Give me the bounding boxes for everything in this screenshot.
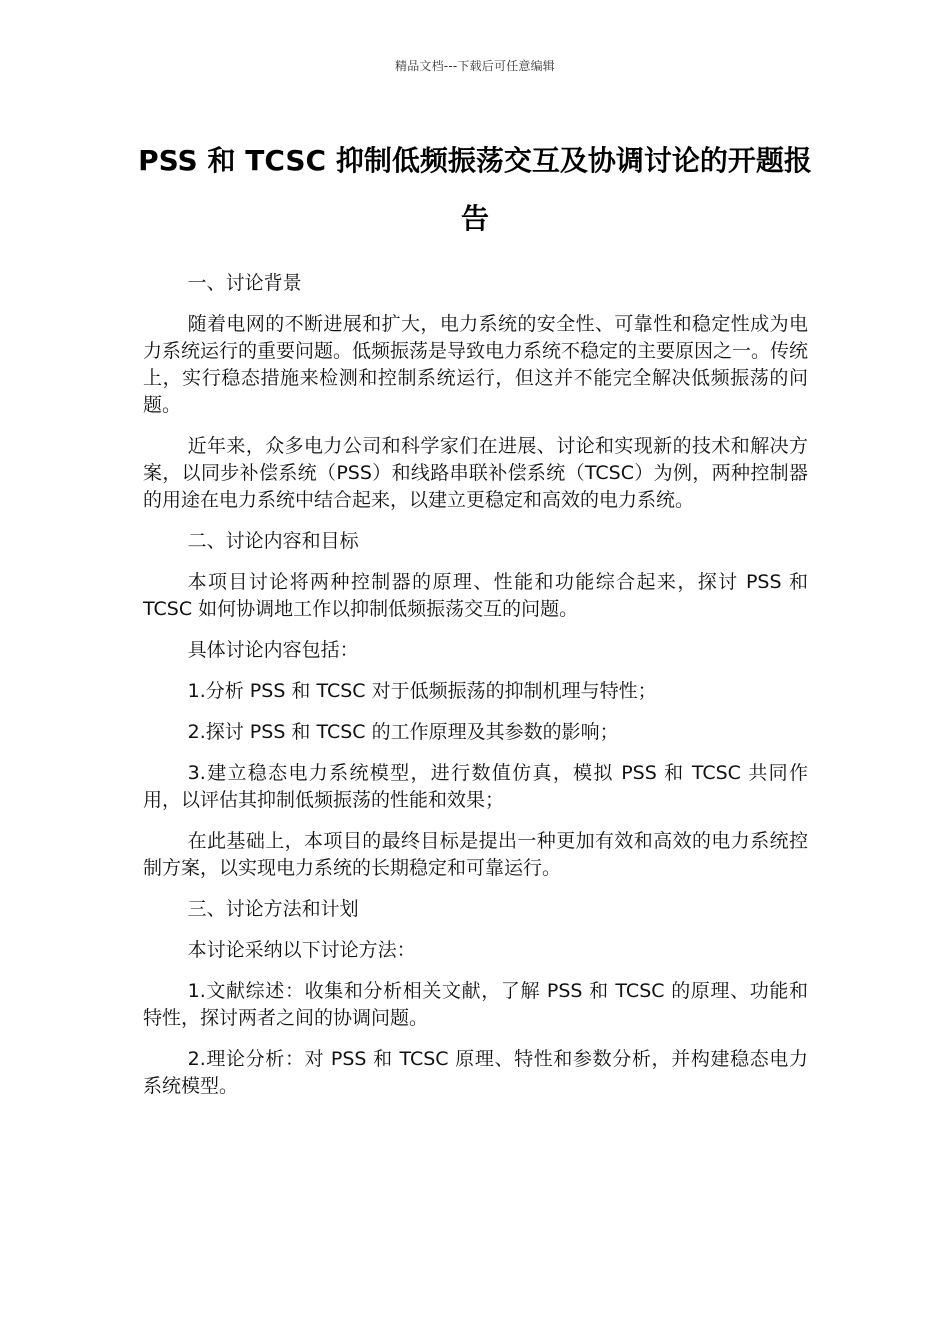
paragraph: 本项目讨论将两种控制器的原理、性能和功能综合起来，探讨 PSS 和 TCSC 如何协调地工作以抑制低频振荡交互的问题。 xyxy=(143,571,808,620)
list-item: 2.理论分析：对 PSS 和 TCSC 原理、特性和参数分析，并构建稳态电力系统模型。 xyxy=(143,1048,808,1097)
section-heading-background: 一、讨论背景 xyxy=(187,272,302,294)
paragraph: 在此基础上，本项目的最终目标是提出一种更加有效和高效的电力系统控制方案，以实现电力系统的长期稳定和可靠运行。 xyxy=(143,830,808,879)
paragraph: 本讨论采纳以下讨论方法： xyxy=(187,939,416,961)
paragraph: 具体讨论内容包括： xyxy=(187,639,359,661)
paragraph: 近年来，众多电力公司和科学家们在进展、讨论和实现新的技术和解决方案，以同步补偿系统（PSS）和线路串联补偿系统（TCSC）为例，两种控制器的用途在电力系统中结合起来，以建立更稳定和高效的电力系统。 xyxy=(143,435,808,511)
section-heading-methods-plan: 三、讨论方法和计划 xyxy=(187,898,359,920)
section-heading-content-goals: 二、讨论内容和目标 xyxy=(187,530,359,552)
document-title: PSS 和 TCSC 抑制低频振荡交互及协调讨论的开题报告 xyxy=(138,144,812,235)
document-body xyxy=(143,270,808,1114)
paragraph: 随着电网的不断进展和扩大，电力系统的安全性、可靠性和稳定性成为电力系统运行的重要问题。低频振荡是导致电力系统不稳定的主要原因之一。传统上，实行稳态措施来检测和控制系统运行，但这并不能完全解决低频振荡的问题。 xyxy=(143,313,809,416)
header-note: 精品文档---下载后可任意编辑 xyxy=(395,59,555,73)
list-item: 3.建立稳态电力系统模型，进行数值仿真，模拟 PSS 和 TCSC 共同作用，以评估其抑制低频振荡的性能和效果； xyxy=(143,762,808,811)
list-item: 1.文献综述：收集和分析相关文献，了解 PSS 和 TCSC 的原理、功能和特性，探讨两者之间的协调问题。 xyxy=(143,980,808,1029)
list-item: 2.探讨 PSS 和 TCSC 的工作原理及其参数的影响； xyxy=(187,721,619,743)
list-item: 1.分析 PSS 和 TCSC 对于低频振荡的抑制机理与特性； xyxy=(187,680,657,702)
